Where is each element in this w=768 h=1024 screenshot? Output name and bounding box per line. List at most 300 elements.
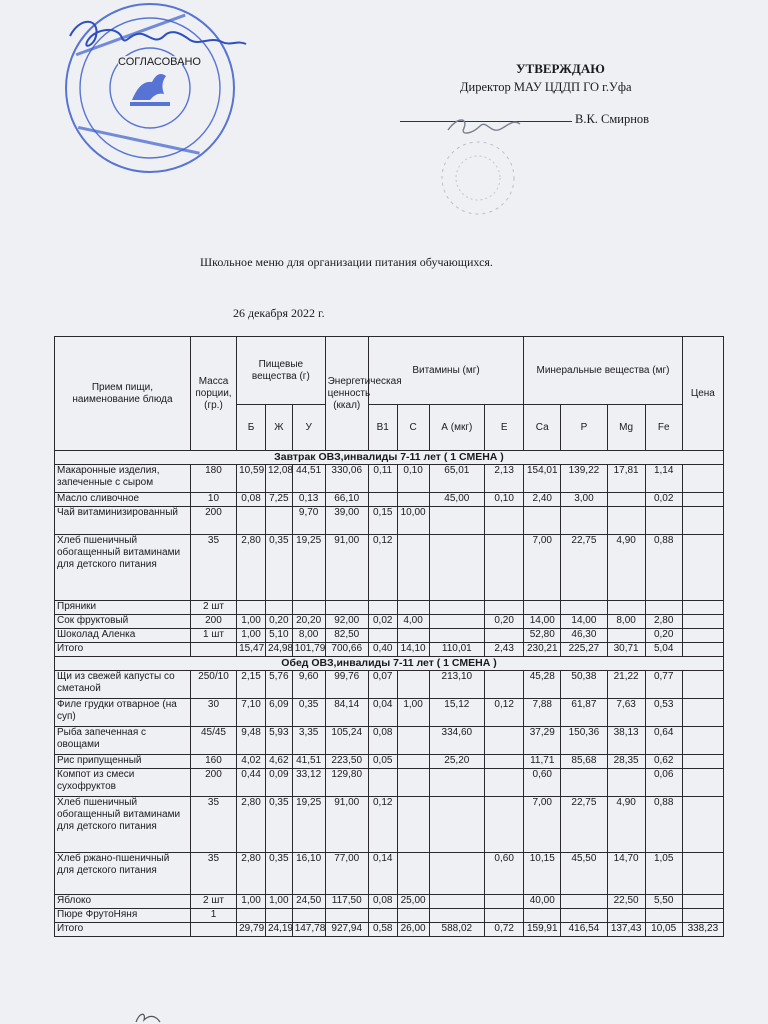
value-cell <box>682 629 723 643</box>
value-cell <box>682 699 723 727</box>
value-cell: 85,68 <box>561 755 607 769</box>
header-u: У <box>292 405 325 451</box>
value-cell <box>429 615 485 629</box>
value-cell: 338,23 <box>682 923 723 937</box>
header-meal: Прием пищи, наименование блюда <box>55 337 191 451</box>
table-row <box>55 699 724 727</box>
value-cell <box>485 535 524 601</box>
value-cell <box>190 923 236 937</box>
value-cell: 3,00 <box>561 493 607 507</box>
value-cell <box>561 769 607 797</box>
table-row <box>55 601 724 615</box>
value-cell: 0,53 <box>645 699 682 727</box>
value-cell: 0,12 <box>368 797 397 853</box>
header-zh: Ж <box>265 405 292 451</box>
value-cell: 0,06 <box>645 769 682 797</box>
value-cell <box>607 769 645 797</box>
table-row <box>55 853 724 895</box>
table-row <box>55 507 724 535</box>
value-cell <box>397 629 429 643</box>
value-cell: 160 <box>190 755 236 769</box>
value-cell: 213,10 <box>429 671 485 699</box>
value-cell: 0,05 <box>368 755 397 769</box>
dish-name-cell: Щи из свежей капусты со сметаной <box>55 671 191 699</box>
value-cell <box>397 727 429 755</box>
value-cell: 200 <box>190 769 236 797</box>
value-cell: 7,88 <box>524 699 561 727</box>
value-cell: 45/45 <box>190 727 236 755</box>
value-cell <box>607 601 645 615</box>
value-cell: 0,10 <box>485 493 524 507</box>
table-row <box>55 629 724 643</box>
value-cell <box>524 909 561 923</box>
dish-name-cell: Сок фруктовый <box>55 615 191 629</box>
value-cell: 1,00 <box>237 629 266 643</box>
value-cell: 66,10 <box>325 493 368 507</box>
value-cell: 0,35 <box>265 853 292 895</box>
value-cell <box>682 615 723 629</box>
value-cell: 1,14 <box>645 465 682 493</box>
approval-position: Директор МАУ ЦДДП ГО г.Уфа <box>460 80 632 94</box>
value-cell: 4,90 <box>607 797 645 853</box>
value-cell <box>237 909 266 923</box>
value-cell: 9,60 <box>292 671 325 699</box>
value-cell: 5,50 <box>645 895 682 909</box>
value-cell: 14,10 <box>397 643 429 657</box>
value-cell: 10,00 <box>397 507 429 535</box>
value-cell: 105,24 <box>325 727 368 755</box>
value-cell: 45,50 <box>561 853 607 895</box>
section-title: Завтрак ОВЗ,инвалиды 7-11 лет ( 1 СМЕНА ) <box>55 451 724 465</box>
value-cell: 92,00 <box>325 615 368 629</box>
value-cell: 84,14 <box>325 699 368 727</box>
value-cell: 0,09 <box>265 769 292 797</box>
value-cell <box>485 507 524 535</box>
value-cell <box>368 629 397 643</box>
table-row <box>55 643 724 657</box>
value-cell: 91,00 <box>325 535 368 601</box>
approval-title: УТВЕРЖДАЮ <box>516 61 605 76</box>
document-title: Школьное меню для организации питания обучающихся. <box>200 255 493 269</box>
value-cell <box>292 601 325 615</box>
value-cell <box>682 465 723 493</box>
dish-name-cell: Яблоко <box>55 895 191 909</box>
header-fe: Fe <box>645 405 682 451</box>
section-row <box>55 657 724 671</box>
header-e: Е <box>485 405 524 451</box>
value-cell: 10,05 <box>645 923 682 937</box>
value-cell: 0,60 <box>485 853 524 895</box>
value-cell <box>561 895 607 909</box>
value-cell: 200 <box>190 507 236 535</box>
value-cell <box>485 797 524 853</box>
header-minerals: Минеральные вещества (мг) <box>524 337 682 405</box>
value-cell <box>397 755 429 769</box>
value-cell: 110,01 <box>429 643 485 657</box>
value-cell: 16,10 <box>292 853 325 895</box>
value-cell: 0,35 <box>265 535 292 601</box>
value-cell <box>682 769 723 797</box>
value-cell <box>397 535 429 601</box>
value-cell: 0,07 <box>368 671 397 699</box>
value-cell <box>682 755 723 769</box>
value-cell: 39,00 <box>325 507 368 535</box>
header-price: Цена <box>682 337 723 451</box>
value-cell: 927,94 <box>325 923 368 937</box>
value-cell: 15,47 <box>237 643 266 657</box>
faded-seal <box>438 138 518 218</box>
value-cell: 38,13 <box>607 727 645 755</box>
value-cell <box>607 909 645 923</box>
dish-name-cell: Шоколад Аленка <box>55 629 191 643</box>
value-cell <box>265 601 292 615</box>
value-cell <box>485 727 524 755</box>
value-cell: 4,00 <box>397 615 429 629</box>
header-mass: Масса порции, (гр.) <box>190 337 236 451</box>
value-cell <box>524 601 561 615</box>
value-cell: 52,80 <box>524 629 561 643</box>
value-cell <box>429 797 485 853</box>
value-cell <box>429 601 485 615</box>
value-cell <box>397 909 429 923</box>
section-title: Обед ОВЗ,инвалиды 7-11 лет ( 1 СМЕНА ) <box>55 657 724 671</box>
value-cell <box>397 493 429 507</box>
value-cell: 0,77 <box>645 671 682 699</box>
value-cell: 24,98 <box>265 643 292 657</box>
table-row <box>55 727 724 755</box>
value-cell <box>190 643 236 657</box>
value-cell <box>561 507 607 535</box>
value-cell: 0,14 <box>368 853 397 895</box>
dish-name-cell: Масло сливочное <box>55 493 191 507</box>
value-cell: 2,80 <box>237 853 266 895</box>
value-cell: 0,15 <box>368 507 397 535</box>
value-cell: 0,40 <box>368 643 397 657</box>
header-ca: Са <box>524 405 561 451</box>
value-cell: 0,02 <box>368 615 397 629</box>
value-cell <box>325 601 368 615</box>
value-cell: 9,70 <box>292 507 325 535</box>
value-cell: 1,00 <box>237 895 266 909</box>
value-cell: 180 <box>190 465 236 493</box>
handwritten-mark <box>130 1008 190 1024</box>
value-cell: 330,06 <box>325 465 368 493</box>
value-cell: 2,80 <box>237 797 266 853</box>
value-cell <box>368 909 397 923</box>
value-cell <box>561 909 607 923</box>
value-cell: 10 <box>190 493 236 507</box>
value-cell: 2,80 <box>645 615 682 629</box>
value-cell: 129,80 <box>325 769 368 797</box>
header-mg: Mg <box>607 405 645 451</box>
value-cell: 150,36 <box>561 727 607 755</box>
stamp-label: СОГЛАСОВАНО <box>118 56 201 68</box>
value-cell: 44,51 <box>292 465 325 493</box>
value-cell: 28,35 <box>607 755 645 769</box>
value-cell: 26,00 <box>397 923 429 937</box>
value-cell: 0,35 <box>292 699 325 727</box>
header-energy: Энергетическая ценность (ккал) <box>325 337 368 451</box>
value-cell: 30,71 <box>607 643 645 657</box>
value-cell: 20,20 <box>292 615 325 629</box>
value-cell <box>429 895 485 909</box>
table-row <box>55 797 724 853</box>
value-cell <box>682 601 723 615</box>
value-cell: 139,22 <box>561 465 607 493</box>
document-date: 26 декабря 2022 г. <box>233 306 325 320</box>
value-cell: 2,40 <box>524 493 561 507</box>
value-cell <box>485 895 524 909</box>
value-cell: 2,80 <box>237 535 266 601</box>
header-a: А (мкг) <box>429 405 485 451</box>
value-cell: 2,43 <box>485 643 524 657</box>
value-cell <box>645 601 682 615</box>
value-cell: 10,59 <box>237 465 266 493</box>
value-cell <box>237 507 266 535</box>
value-cell <box>485 769 524 797</box>
value-cell <box>682 643 723 657</box>
value-cell: 14,00 <box>524 615 561 629</box>
value-cell: 0,12 <box>368 535 397 601</box>
value-cell: 45,00 <box>429 493 485 507</box>
dish-name-cell: Чай витаминизированный <box>55 507 191 535</box>
header-nutrients: Пищевые вещества (г) <box>237 337 325 405</box>
value-cell: 21,22 <box>607 671 645 699</box>
value-cell: 77,00 <box>325 853 368 895</box>
value-cell: 159,91 <box>524 923 561 937</box>
approval-name: В.К. Смирнов <box>575 112 650 126</box>
value-cell <box>485 909 524 923</box>
dish-name-cell: Хлеб пшеничный обогащенный витаминами для детского питания <box>55 535 191 601</box>
value-cell: 2,15 <box>237 671 266 699</box>
value-cell <box>397 769 429 797</box>
value-cell: 3,35 <box>292 727 325 755</box>
value-cell <box>682 895 723 909</box>
value-cell: 2,13 <box>485 465 524 493</box>
value-cell: 5,93 <box>265 727 292 755</box>
dish-name-cell: Пряники <box>55 601 191 615</box>
value-cell: 14,70 <box>607 853 645 895</box>
dish-name-cell: Хлеб пшеничный обогащенный витаминами для детского питания <box>55 797 191 853</box>
value-cell <box>645 909 682 923</box>
value-cell <box>429 909 485 923</box>
dish-name-cell: Рыба запеченная с овощами <box>55 727 191 755</box>
value-cell <box>368 601 397 615</box>
value-cell <box>368 493 397 507</box>
value-cell: 1 шт <box>190 629 236 643</box>
dish-name-cell: Пюре ФрутоНяня <box>55 909 191 923</box>
value-cell: 11,71 <box>524 755 561 769</box>
value-cell: 5,76 <box>265 671 292 699</box>
value-cell: 0,02 <box>645 493 682 507</box>
table-row <box>55 493 724 507</box>
value-cell: 0,20 <box>265 615 292 629</box>
value-cell <box>237 601 266 615</box>
value-cell: 5,04 <box>645 643 682 657</box>
value-cell: 1,00 <box>265 895 292 909</box>
value-cell: 0,64 <box>645 727 682 755</box>
value-cell <box>429 769 485 797</box>
value-cell: 24,19 <box>265 923 292 937</box>
value-cell <box>607 507 645 535</box>
menu-table <box>54 336 724 937</box>
value-cell <box>682 727 723 755</box>
value-cell: 416,54 <box>561 923 607 937</box>
value-cell: 2 шт <box>190 601 236 615</box>
value-cell: 8,00 <box>607 615 645 629</box>
value-cell: 0,12 <box>485 699 524 727</box>
value-cell: 19,25 <box>292 535 325 601</box>
value-cell: 334,60 <box>429 727 485 755</box>
value-cell <box>397 853 429 895</box>
value-cell: 700,66 <box>325 643 368 657</box>
table-row <box>55 671 724 699</box>
value-cell: 0,11 <box>368 465 397 493</box>
value-cell <box>682 535 723 601</box>
value-cell: 147,78 <box>292 923 325 937</box>
value-cell <box>645 507 682 535</box>
table-row <box>55 909 724 923</box>
value-cell: 7,10 <box>237 699 266 727</box>
dish-name-cell: Филе грудки отварное (на суп) <box>55 699 191 727</box>
value-cell: 15,12 <box>429 699 485 727</box>
dish-name-cell: Рис припущенный <box>55 755 191 769</box>
value-cell: 0,08 <box>237 493 266 507</box>
value-cell: 0,35 <box>265 797 292 853</box>
value-cell: 7,00 <box>524 797 561 853</box>
menu-table-body <box>55 451 724 937</box>
value-cell <box>485 601 524 615</box>
value-cell: 117,50 <box>325 895 368 909</box>
value-cell: 25,20 <box>429 755 485 769</box>
value-cell <box>607 629 645 643</box>
value-cell: 29,79 <box>237 923 266 937</box>
value-cell: 137,43 <box>607 923 645 937</box>
value-cell: 101,79 <box>292 643 325 657</box>
value-cell: 7,25 <box>265 493 292 507</box>
value-cell <box>485 755 524 769</box>
value-cell <box>429 507 485 535</box>
value-cell: 99,76 <box>325 671 368 699</box>
value-cell <box>325 909 368 923</box>
value-cell <box>485 629 524 643</box>
value-cell <box>397 671 429 699</box>
value-cell: 1,05 <box>645 853 682 895</box>
value-cell: 10,15 <box>524 853 561 895</box>
value-cell: 5,10 <box>265 629 292 643</box>
value-cell: 17,81 <box>607 465 645 493</box>
header-b1: В1 <box>368 405 397 451</box>
value-cell: 1,00 <box>237 615 266 629</box>
value-cell: 2 шт <box>190 895 236 909</box>
value-cell: 0,44 <box>237 769 266 797</box>
header-p: Р <box>561 405 607 451</box>
value-cell: 14,00 <box>561 615 607 629</box>
value-cell: 40,00 <box>524 895 561 909</box>
value-cell: 4,90 <box>607 535 645 601</box>
table-row <box>55 895 724 909</box>
value-cell: 0,10 <box>397 465 429 493</box>
table-row <box>55 755 724 769</box>
value-cell <box>682 507 723 535</box>
value-cell: 25,00 <box>397 895 429 909</box>
table-row <box>55 465 724 493</box>
value-cell: 19,25 <box>292 797 325 853</box>
value-cell <box>682 797 723 853</box>
value-cell: 0,20 <box>645 629 682 643</box>
value-cell: 24,50 <box>292 895 325 909</box>
dish-name-cell: Итого <box>55 923 191 937</box>
value-cell: 22,50 <box>607 895 645 909</box>
value-cell: 0,72 <box>485 923 524 937</box>
value-cell: 4,02 <box>237 755 266 769</box>
value-cell: 0,58 <box>368 923 397 937</box>
value-cell <box>524 507 561 535</box>
value-cell: 65,01 <box>429 465 485 493</box>
value-cell: 0,62 <box>645 755 682 769</box>
value-cell: 7,00 <box>524 535 561 601</box>
value-cell <box>429 853 485 895</box>
value-cell: 223,50 <box>325 755 368 769</box>
value-cell: 46,30 <box>561 629 607 643</box>
value-cell: 41,51 <box>292 755 325 769</box>
value-cell: 35 <box>190 853 236 895</box>
value-cell: 45,28 <box>524 671 561 699</box>
dish-name-cell: Итого <box>55 643 191 657</box>
section-row <box>55 451 724 465</box>
value-cell: 82,50 <box>325 629 368 643</box>
value-cell: 6,09 <box>265 699 292 727</box>
value-cell: 37,29 <box>524 727 561 755</box>
value-cell <box>265 507 292 535</box>
value-cell: 0,60 <box>524 769 561 797</box>
value-cell: 0,88 <box>645 535 682 601</box>
dish-name-cell: Хлеб ржано-пшеничный для детского питания <box>55 853 191 895</box>
value-cell: 12,08 <box>265 465 292 493</box>
value-cell: 225,27 <box>561 643 607 657</box>
value-cell: 33,12 <box>292 769 325 797</box>
table-row <box>55 615 724 629</box>
value-cell: 8,00 <box>292 629 325 643</box>
signature-right <box>428 108 538 140</box>
value-cell: 4,62 <box>265 755 292 769</box>
value-cell: 230,21 <box>524 643 561 657</box>
value-cell <box>429 629 485 643</box>
value-cell: 250/10 <box>190 671 236 699</box>
value-cell: 0,20 <box>485 615 524 629</box>
value-cell: 22,75 <box>561 535 607 601</box>
dish-name-cell: Компот из смеси сухофруктов <box>55 769 191 797</box>
value-cell: 7,63 <box>607 699 645 727</box>
table-row <box>55 923 724 937</box>
value-cell <box>682 671 723 699</box>
value-cell <box>561 601 607 615</box>
header-c: С <box>397 405 429 451</box>
value-cell <box>682 493 723 507</box>
header-vitamins: Витамины (мг) <box>368 337 523 405</box>
value-cell: 1 <box>190 909 236 923</box>
value-cell <box>368 769 397 797</box>
value-cell <box>607 493 645 507</box>
value-cell <box>397 601 429 615</box>
value-cell <box>682 853 723 895</box>
value-cell: 35 <box>190 535 236 601</box>
dish-name-cell: Макаронные изделия, запеченные с сыром <box>55 465 191 493</box>
table-row <box>55 769 724 797</box>
value-cell: 154,01 <box>524 465 561 493</box>
header-b: Б <box>237 405 266 451</box>
value-cell <box>265 909 292 923</box>
